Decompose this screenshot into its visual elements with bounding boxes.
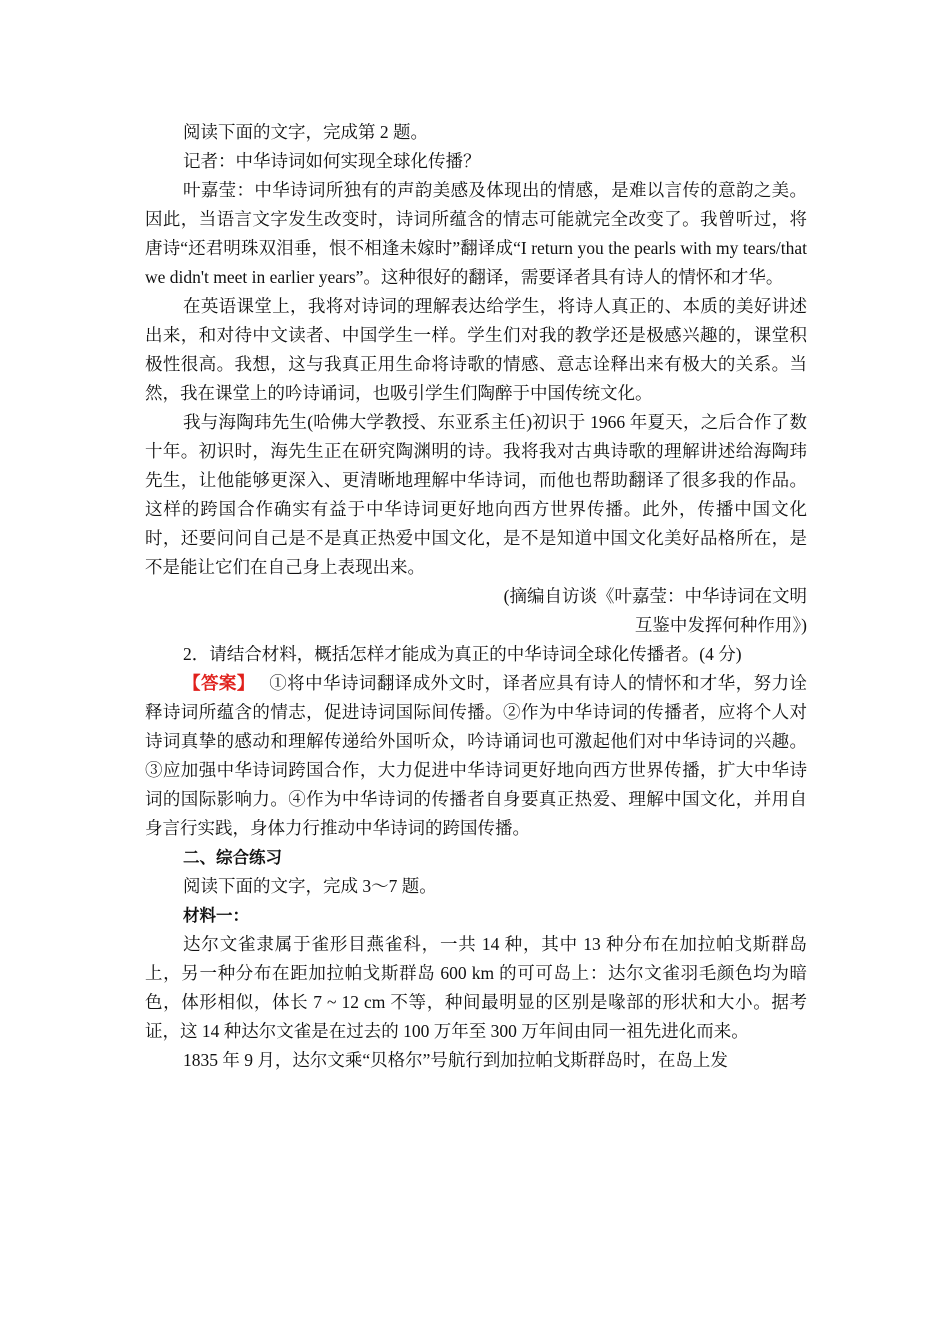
interview-paragraph: 叶嘉莹：中华诗词所独有的声韵美感及体现出的情感，是难以言传的意韵之美。因此，当语言文字发生改变时，诗词所蕴含的情志可能就完全改变了。我曾听过，将唐诗“还君明珠双泪垂，恨不相逢未嫁时”翻译成“I return you the pearls with my tears/that we didn't meet in earlier years”。这种很好的翻译，需要译者具有诗人的情怀和才华。	[145, 180, 807, 287]
document-page	[145, 118, 807, 1075]
answer-tag: 【答案】	[183, 673, 255, 693]
source-citation: (摘编自访谈《叶嘉莹：中华诗词在文明	[503, 586, 807, 606]
reading-instruction: 阅读下面的文字，完成第 2 题。	[183, 122, 428, 142]
answer-block	[145, 669, 807, 843]
section-heading: 二、综合练习	[183, 848, 282, 867]
answer-text: ①将中华诗词翻译成外文时，译者应具有诗人的情怀和才华，努力诠释诗词所蕴含的情志，促进诗词国际间传播。②作为中华诗词的传播者，应将个人对诗词真挚的感动和理解传递给外国听众，吟诗诵词也可激起他们对中华诗词的兴趣。③应加强中华诗词跨国合作，大力促进中华诗词更好地向西方世界传播，扩大中华诗词的国际影响力。④作为中华诗词的传播者自身要真正热爱、理解中国文化，并用自身言行实践，身体力行推动中华诗词的跨国传播。	[145, 673, 808, 838]
source-citation: 互鉴中发挥何种作用》)	[634, 615, 807, 635]
interview-paragraph: 在英语课堂上，我将对诗词的理解表达给学生，将诗人真正的、本质的美好讲述出来，和对待中文读者、中国学生一样。学生们对我的教学还是极感兴趣的，课堂积极性很高。我想，这与我真正用生命将诗歌的情感、意志诠释出来有极大的关系。当然，我在课堂上的吟诗诵词，也吸引学生们陶醉于中国传统文化。	[145, 296, 807, 403]
material-paragraph: 达尔文雀隶属于雀形目燕雀科，一共 14 种，其中 13 种分布在加拉帕戈斯群岛上，另一种分布在距加拉帕戈斯群岛 600 km 的可可岛上：达尔文雀羽毛颜色均为暗色，体形相似，体长 7 ~ 12 cm 不等，种间最明显的区别是喙部的形状和大小。据考证，这 14 种达尔文雀是在过去的 100 万年至 300 万年间由同一祖先进化而来。	[145, 934, 807, 1041]
question-2: 2．请结合材料，概括怎样才能成为真正的中华诗词全球化传播者。(4 分)	[183, 644, 742, 664]
reading-instruction: 阅读下面的文字，完成 3～7 题。	[183, 876, 437, 896]
reporter-question: 记者：中华诗词如何实现全球化传播？	[183, 151, 481, 171]
material-heading: 材料一：	[183, 906, 249, 925]
material-paragraph: 1835 年 9 月，达尔文乘“贝格尔”号航行到加拉帕戈斯群岛时，在岛上发	[183, 1050, 728, 1070]
interview-paragraph: 我与海陶玮先生(哈佛大学教授、东亚系主任)初识于 1966 年夏天，之后合作了数十年。初识时，海先生正在研究陶渊明的诗。我将我对古典诗歌的理解讲述给海陶玮先生，让他能够更深入、更清晰地理解中华诗词，而他也帮助翻译了很多我的作品。这样的跨国合作确实有益于中华诗词更好地向西方世界传播。此外，传播中国文化时，还要问问自己是不是真正热爱中国文化，是不是知道中国文化美好品格所在，是不是能让它们在自己身上表现出来。	[145, 412, 807, 577]
